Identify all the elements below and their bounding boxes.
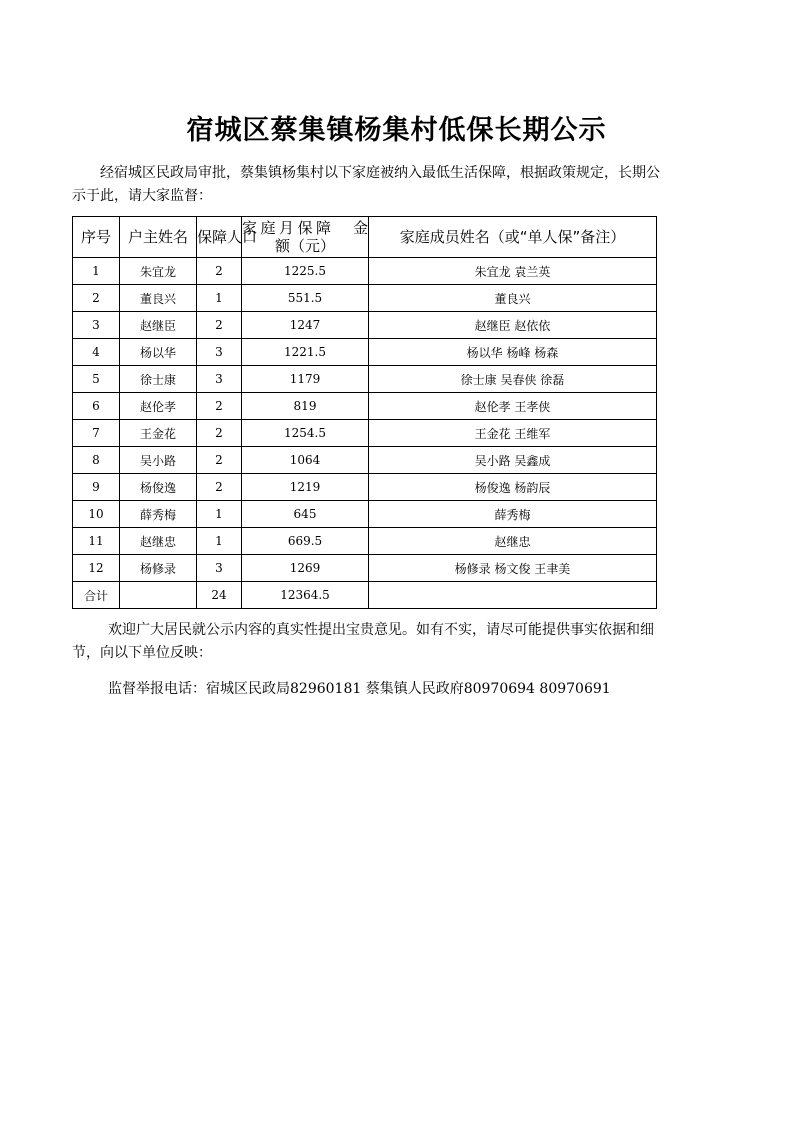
table-row [73, 285, 657, 312]
row-amount: 1247 [242, 312, 369, 339]
table-row [73, 339, 657, 366]
row-amount: 1254.5 [242, 420, 369, 447]
row-members: 王金花 王维军 [369, 420, 657, 447]
total-people: 24 [197, 582, 242, 609]
row-amount: 1269 [242, 555, 369, 582]
row-head-name: 朱宜龙 [120, 258, 197, 285]
table-row [73, 447, 657, 474]
row-members: 杨修录 杨文俊 王聿美 [369, 555, 657, 582]
row-index: 3 [73, 312, 120, 339]
row-amount: 1064 [242, 447, 369, 474]
row-amount: 669.5 [242, 528, 369, 555]
subsidy-table [72, 216, 657, 609]
header-amount-line1: 家庭月保障 金 [242, 219, 368, 237]
table-row [73, 258, 657, 285]
row-people: 1 [197, 285, 242, 312]
row-index: 1 [73, 258, 120, 285]
table-header-row [73, 217, 657, 258]
total-members-empty [369, 582, 657, 609]
row-head-name: 董良兴 [120, 285, 197, 312]
table-row [73, 312, 657, 339]
contact-line: 监督举报电话：宿城区民政局82960181 蔡集镇人民政府80970694 80970691 [108, 681, 611, 697]
row-head-name: 徐士康 [120, 366, 197, 393]
row-amount: 819 [242, 393, 369, 420]
row-head-name: 杨俊逸 [120, 474, 197, 501]
row-index: 11 [73, 528, 120, 555]
table-row [73, 420, 657, 447]
row-members: 赵伦孝 王孝侠 [369, 393, 657, 420]
row-index: 4 [73, 339, 120, 366]
row-people: 2 [197, 393, 242, 420]
row-index: 6 [73, 393, 120, 420]
row-amount: 645 [242, 501, 369, 528]
row-people: 1 [197, 501, 242, 528]
row-members: 董良兴 [369, 285, 657, 312]
table-row [73, 474, 657, 501]
header-members: 家庭成员姓名（或“单人保”备注） [369, 217, 657, 258]
row-members: 吴小路 吴鑫成 [369, 447, 657, 474]
row-members: 赵继臣 赵依依 [369, 312, 657, 339]
row-amount: 551.5 [242, 285, 369, 312]
row-head-name: 赵继忠 [120, 528, 197, 555]
page-title: 宿城区蔡集镇杨集村低保长期公示 [186, 115, 607, 146]
total-label: 合计 [73, 582, 120, 609]
row-members: 赵继忠 [369, 528, 657, 555]
header-people: 保障人口 [197, 217, 242, 258]
table-row [73, 501, 657, 528]
row-index: 8 [73, 447, 120, 474]
row-people: 1 [197, 528, 242, 555]
row-people: 3 [197, 555, 242, 582]
row-index: 9 [73, 474, 120, 501]
row-head-name: 赵伦孝 [120, 393, 197, 420]
row-index: 5 [73, 366, 120, 393]
intro-paragraph: 经宿城区民政局审批，蔡集镇杨集村以下家庭被纳入最低生活保障，根据政策规定，长期公示于此，请大家监督： [72, 165, 660, 204]
row-people: 3 [197, 366, 242, 393]
row-people: 2 [197, 447, 242, 474]
total-row [73, 582, 657, 609]
table-row [73, 555, 657, 582]
row-members: 杨俊逸 杨韵辰 [369, 474, 657, 501]
row-head-name: 赵继臣 [120, 312, 197, 339]
row-head-name: 杨修录 [120, 555, 197, 582]
table-row [73, 528, 657, 555]
header-index: 序号 [73, 217, 120, 258]
row-head-name: 吴小路 [120, 447, 197, 474]
row-head-name: 王金花 [120, 420, 197, 447]
feedback-paragraph: 欢迎广大居民就公示内容的真实性提出宝贵意见。如有不实，请尽可能提供事实依据和细节，向以下单位反映： [72, 622, 654, 661]
row-members: 薛秀梅 [369, 501, 657, 528]
header-head-name: 户主姓名 [120, 217, 197, 258]
row-people: 2 [197, 258, 242, 285]
table-row [73, 393, 657, 420]
total-amount: 12364.5 [242, 582, 369, 609]
row-index: 10 [73, 501, 120, 528]
row-index: 2 [73, 285, 120, 312]
row-people: 2 [197, 312, 242, 339]
row-members: 徐士康 吴春侠 徐磊 [369, 366, 657, 393]
row-people: 2 [197, 474, 242, 501]
row-index: 7 [73, 420, 120, 447]
row-amount: 1225.5 [242, 258, 369, 285]
row-amount: 1221.5 [242, 339, 369, 366]
row-index: 12 [73, 555, 120, 582]
table-row [73, 366, 657, 393]
row-members: 杨以华 杨峰 杨森 [369, 339, 657, 366]
row-head-name: 薛秀梅 [120, 501, 197, 528]
header-amount-line2: 额（元） [274, 237, 335, 255]
row-amount: 1179 [242, 366, 369, 393]
total-empty-cell [120, 582, 197, 609]
row-people: 3 [197, 339, 242, 366]
row-people: 2 [197, 420, 242, 447]
header-amount [242, 217, 369, 258]
row-head-name: 杨以华 [120, 339, 197, 366]
row-members: 朱宜龙 袁兰英 [369, 258, 657, 285]
row-amount: 1219 [242, 474, 369, 501]
